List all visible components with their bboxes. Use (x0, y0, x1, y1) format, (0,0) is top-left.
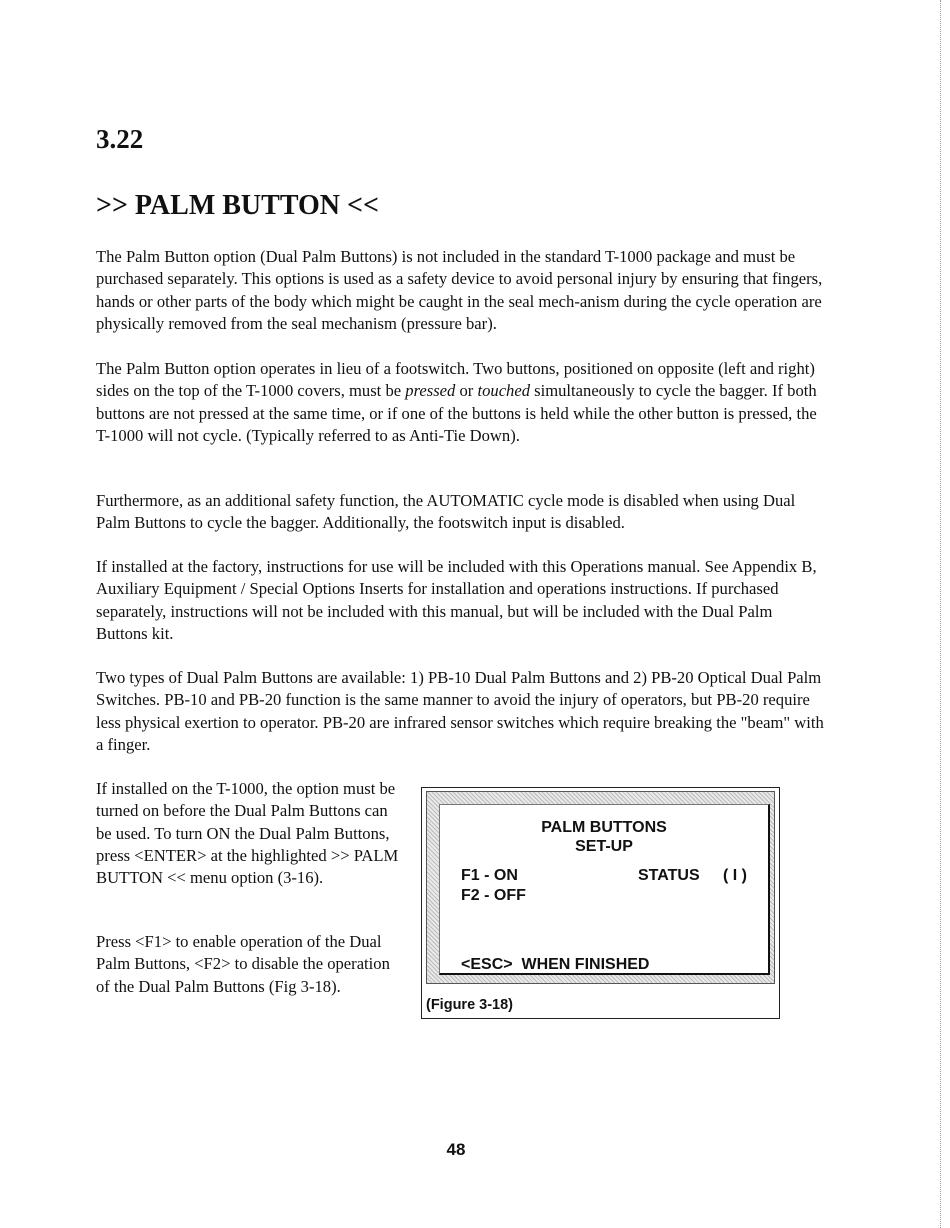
figure-caption: (Figure 3-18) (426, 997, 514, 1013)
lcd-screen-frame (426, 791, 775, 984)
paragraph-intro: The Palm Button option (Dual Palm Buttons) is not included in the standard T-1000 package and must be purchased separately. This options is used as a safety device to avoid personal injury by ensuring that fingers, hands or other parts of the body which might be caught in the seal mech-anism during the cycle operation are physically removed from the seal mechanism (pressure bar). (96, 247, 823, 333)
option-f2-off: F2 - OFF (461, 887, 526, 904)
section-number: 3.22 (96, 124, 144, 154)
figure-palm-buttons-setup (421, 787, 780, 1019)
page-edge-scan-line (940, 0, 947, 1228)
option-f1-on: F1 - ON (461, 867, 518, 884)
lcd-screen (439, 804, 770, 975)
paragraph-operation-text-b: or (455, 381, 478, 401)
paragraph-operation-text-c: simultaneously to cycle the bagger. If both buttons are not pressed at the same time, or if one of the buttons is held while the other button is pressed, the T-1000 will not cycle. (Typically referred to as Anti-Tie Down). (96, 381, 817, 445)
screen-subtitle: SET-UP (575, 838, 633, 855)
paragraph-operation-text-a: The Palm Button option operates in lieu of a footswitch. Two buttons, positioned on opposite (left and right) sides on the top of the T-1000 covers, must be (96, 359, 815, 401)
paragraph-function-keys: Press <F1> to enable operation of the Dual Palm Buttons, <F2> to disable the operation of the Dual Palm Buttons (Fig 3-18). (96, 932, 390, 996)
paragraph-safety: Furthermore, as an additional safety function, the AUTOMATIC cycle mode is disabled when using Dual Palm Buttons to cycle the bagger. Additionally, the footswitch input is disabled. (96, 491, 796, 533)
paragraph-operation (96, 358, 828, 447)
emphasis-touched: touched (477, 381, 531, 401)
page-number: 48 (446, 1140, 466, 1159)
status-value: ( I ) (723, 867, 747, 884)
paragraph-types: Two types of Dual Palm Buttons are available: 1) PB-10 Dual Palm Buttons and 2) PB-20 Optical Dual Palm Switches. PB-10 and PB-20 function is the same manner to avoid the injury of operators, but PB-20 require less physical exertion to operator. PB-20 are infrared sensor switches which require breaking the "beam" with a finger. (96, 668, 824, 754)
emphasis-pressed: pressed (405, 381, 456, 401)
status-label: STATUS (638, 867, 700, 884)
paragraph-installation: If installed at the factory, instructions for use will be included with this Operations manual. See Appendix B, Auxiliary Equipment / Special Options Inserts for installation and operations instructions. If purchased separately, instructions will not be included with this manual, but will be included with the Dual Palm Buttons kit. (96, 557, 817, 643)
screen-footer-esc: <ESC> WHEN FINISHED (461, 956, 650, 973)
screen-title: PALM BUTTONS (541, 819, 667, 836)
paragraph-enable-option: If installed on the T-1000, the option must be turned on before the Dual Palm Buttons can be used. To turn ON the Dual Palm Buttons, press <ENTER> at the highlighted >> PALM BUTTON << menu option (3-16). (96, 779, 399, 888)
section-title: >> PALM BUTTON << (96, 190, 379, 221)
